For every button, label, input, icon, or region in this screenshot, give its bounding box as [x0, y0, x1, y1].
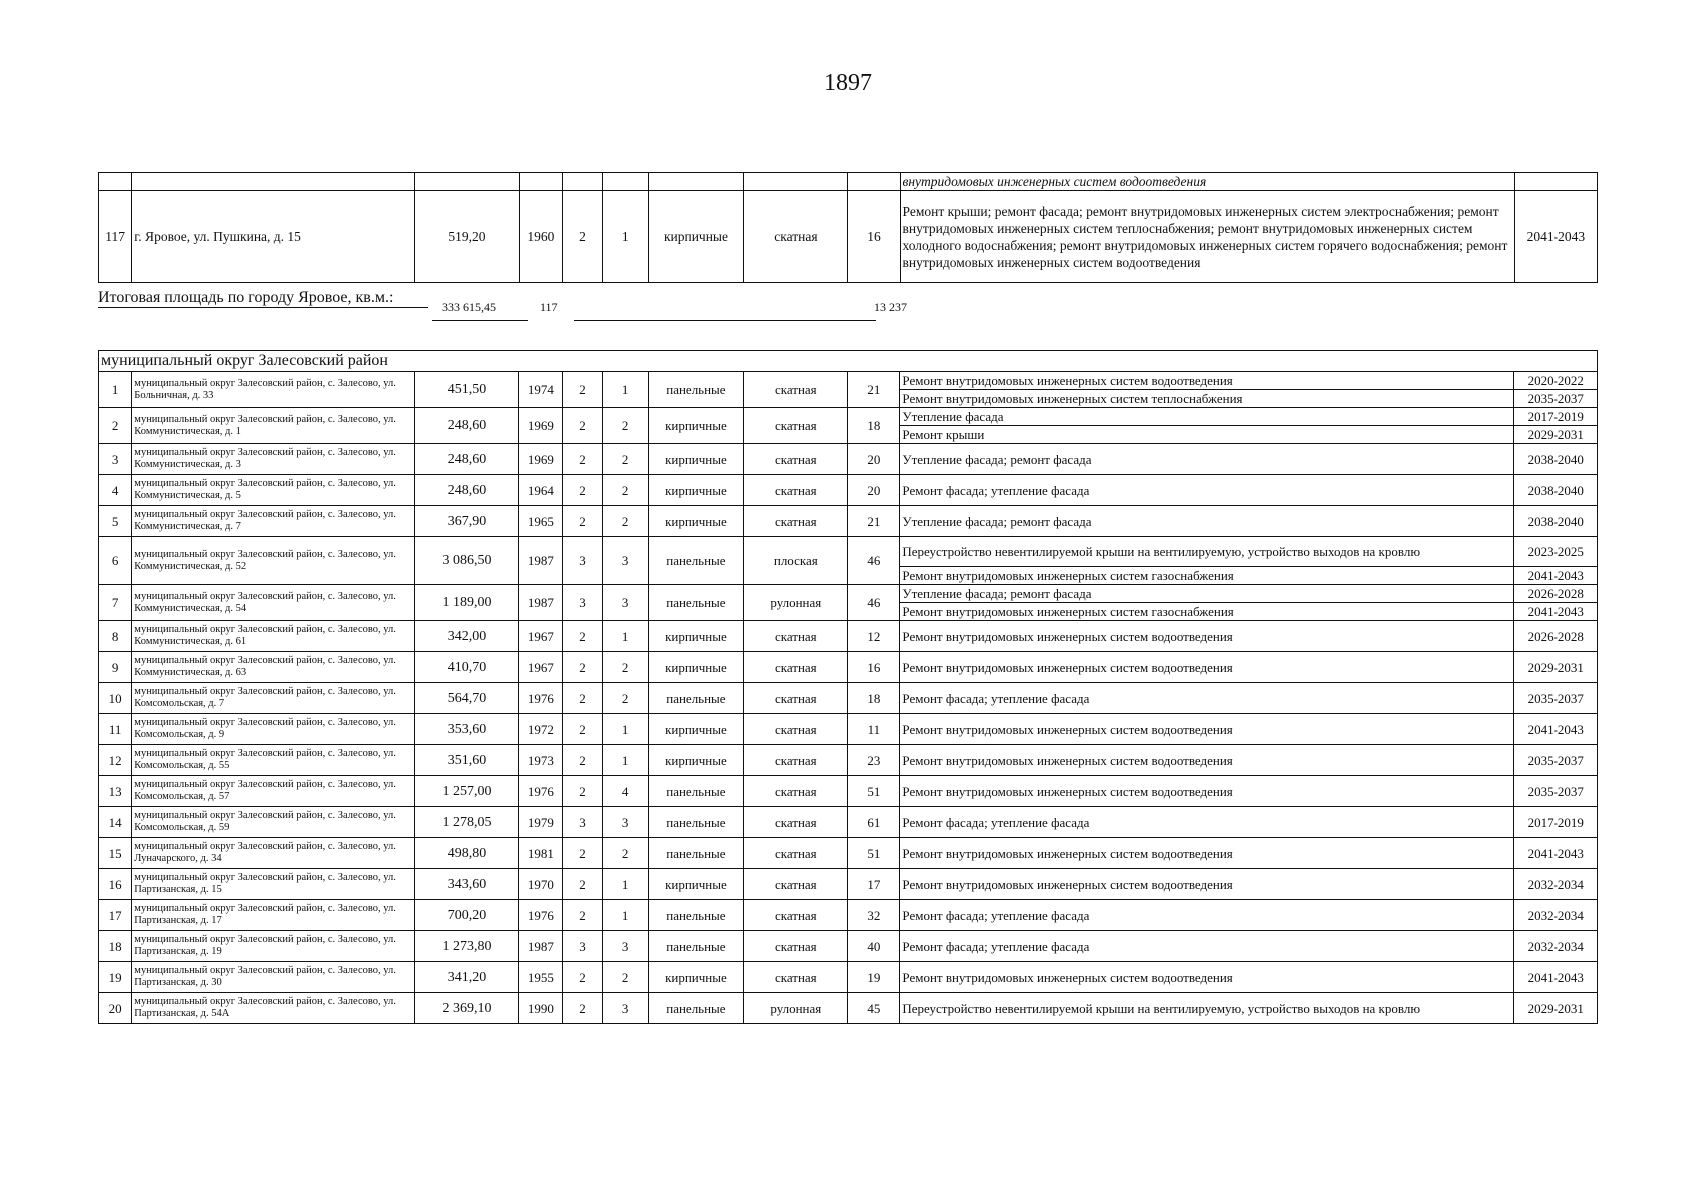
address: муниципальный округ Залесовский район, с. Залесово, ул. Комсомольская, д. 59 [132, 807, 415, 838]
residents: 18 [848, 408, 900, 444]
floors: 3 [563, 931, 603, 962]
period: 2041-2043 [1514, 714, 1598, 745]
table-row [99, 408, 1598, 426]
address: муниципальный округ Залесовский район, с. Залесово, ул. Партизанская, д. 17 [132, 900, 415, 931]
works: Ремонт внутридомовых инженерных систем водоотведения [900, 869, 1514, 900]
roof-type: скатная [744, 372, 848, 408]
works: Ремонт фасада; утепление фасада [900, 807, 1514, 838]
continued-works-text: внутридомовых инженерных систем водоотведения [900, 173, 1514, 191]
row-number: 15 [99, 838, 132, 869]
residents: 20 [848, 475, 900, 506]
works: Ремонт фасада; утепление фасада [900, 475, 1514, 506]
roof-type: скатная [744, 745, 848, 776]
roof-type: плоская [744, 537, 848, 585]
works: Ремонт фасада; утепление фасада [900, 683, 1514, 714]
residents: 61 [848, 807, 900, 838]
table-row [99, 869, 1598, 900]
roof-type: скатная [744, 931, 848, 962]
address: муниципальный округ Залесовский район, с. Залесово, ул. Луначарского, д. 34 [132, 838, 415, 869]
period: 2035-2037 [1514, 683, 1598, 714]
area: 342,00 [415, 621, 519, 652]
year: 1970 [519, 869, 563, 900]
table-row [99, 993, 1598, 1024]
area: 519,20 [415, 191, 519, 283]
wall-material: панельные [648, 585, 744, 621]
table-row [99, 745, 1598, 776]
row-number: 10 [99, 683, 132, 714]
wall-material: панельные [648, 537, 744, 585]
area: 1 189,00 [415, 585, 519, 621]
area: 700,20 [415, 900, 519, 931]
residents: 11 [848, 714, 900, 745]
residents: 21 [848, 372, 900, 408]
row-number: 4 [99, 475, 132, 506]
wall-material: кирпичные [648, 621, 744, 652]
floors: 2 [563, 444, 603, 475]
floors: 2 [563, 962, 603, 993]
table-row [99, 506, 1598, 537]
wall-material: панельные [648, 807, 744, 838]
entrances: 2 [602, 683, 648, 714]
floors: 2 [563, 408, 603, 444]
area: 564,70 [415, 683, 519, 714]
floors: 2 [563, 776, 603, 807]
floors: 2 [563, 745, 603, 776]
address: муниципальный округ Залесовский район, с. Залесово, ул. Коммунистическая, д. 61 [132, 621, 415, 652]
wall-material: кирпичные [648, 962, 744, 993]
roof-type: скатная [744, 900, 848, 931]
year: 1990 [519, 993, 563, 1024]
entrances: 2 [602, 962, 648, 993]
works: Ремонт внутридомовых инженерных систем водоотведения [900, 652, 1514, 683]
residents: 16 [848, 191, 900, 283]
period: 2029-2031 [1514, 652, 1598, 683]
row-number: 11 [99, 714, 132, 745]
table-row [99, 931, 1598, 962]
table-row [99, 191, 1598, 283]
floors: 3 [563, 585, 603, 621]
row-number: 1 [99, 372, 132, 408]
residents: 45 [848, 993, 900, 1024]
area: 248,60 [415, 475, 519, 506]
wall-material: панельные [648, 776, 744, 807]
floors: 2 [563, 191, 603, 283]
wall-material: панельные [648, 838, 744, 869]
wall-material: кирпичные [648, 652, 744, 683]
address: муниципальный округ Залесовский район, с. Залесово, ул. Коммунистическая, д. 3 [132, 444, 415, 475]
residents: 12 [848, 621, 900, 652]
residents: 17 [848, 869, 900, 900]
floors: 2 [563, 506, 603, 537]
works: Ремонт фасада; утепление фасада [900, 900, 1514, 931]
roof-type: скатная [744, 962, 848, 993]
floors: 2 [563, 838, 603, 869]
wall-material: кирпичные [648, 191, 744, 283]
works: Ремонт внутридомовых инженерных систем водоотведения [900, 372, 1514, 390]
table-row [99, 537, 1598, 567]
period: 2017-2019 [1514, 408, 1598, 426]
year: 1972 [519, 714, 563, 745]
entrances: 1 [602, 714, 648, 745]
row-number: 12 [99, 745, 132, 776]
row-number: 117 [99, 191, 132, 283]
total-label: Итоговая площадь по городу Яровое, кв.м.: [98, 288, 428, 308]
works: Ремонт внутридомовых инженерных систем водоотведения [900, 962, 1514, 993]
table-row [99, 621, 1598, 652]
period: 2026-2028 [1514, 621, 1598, 652]
row-number: 18 [99, 931, 132, 962]
row-number: 5 [99, 506, 132, 537]
works: Ремонт внутридомовых инженерных систем водоотведения [900, 621, 1514, 652]
year: 1960 [519, 191, 563, 283]
wall-material: кирпичные [648, 475, 744, 506]
address: муниципальный округ Залесовский район, с. Залесово, ул. Комсомольская, д. 7 [132, 683, 415, 714]
floors: 2 [563, 475, 603, 506]
address: муниципальный округ Залесовский район, с. Залесово, ул. Партизанская, д. 15 [132, 869, 415, 900]
row-number: 13 [99, 776, 132, 807]
period: 2041-2043 [1514, 838, 1598, 869]
area: 341,20 [415, 962, 519, 993]
address: муниципальный округ Залесовский район, с. Залесово, ул. Партизанская, д. 54А [132, 993, 415, 1024]
works: Ремонт внутридомовых инженерных систем теплоснабжения [900, 390, 1514, 408]
period: 2041-2043 [1514, 567, 1598, 585]
row-number: 9 [99, 652, 132, 683]
total-area: 333 615,45 [442, 300, 496, 314]
table-row [99, 838, 1598, 869]
residents: 23 [848, 745, 900, 776]
table-row [99, 372, 1598, 390]
total-residents: 13 237 [874, 300, 907, 314]
entrances: 2 [602, 506, 648, 537]
entrances: 1 [602, 745, 648, 776]
residents: 21 [848, 506, 900, 537]
table-row [99, 475, 1598, 506]
row-number: 20 [99, 993, 132, 1024]
entrances: 1 [602, 900, 648, 931]
table-row [99, 585, 1598, 603]
floors: 3 [563, 807, 603, 838]
area: 1 273,80 [415, 931, 519, 962]
floors: 2 [563, 900, 603, 931]
area: 2 369,10 [415, 993, 519, 1024]
table-row [99, 714, 1598, 745]
entrances: 2 [602, 838, 648, 869]
works: Ремонт внутридомовых инженерных систем газоснабжения [900, 603, 1514, 621]
year: 1974 [519, 372, 563, 408]
roof-type: рулонная [744, 993, 848, 1024]
year: 1987 [519, 537, 563, 585]
entrances: 2 [602, 652, 648, 683]
entrances: 2 [602, 475, 648, 506]
entrances: 3 [602, 807, 648, 838]
entrances: 2 [602, 444, 648, 475]
wall-material: панельные [648, 900, 744, 931]
period: 2017-2019 [1514, 807, 1598, 838]
roof-type: скатная [744, 191, 848, 283]
floors: 2 [563, 372, 603, 408]
wall-material: панельные [648, 993, 744, 1024]
address: муниципальный округ Залесовский район, с. Залесово, ул. Коммунистическая, д. 52 [132, 537, 415, 585]
residents: 51 [848, 838, 900, 869]
period: 2035-2037 [1514, 745, 1598, 776]
works: Утепление фасада; ремонт фасада [900, 585, 1514, 603]
floors: 2 [563, 683, 603, 714]
year: 1987 [519, 585, 563, 621]
year: 1969 [519, 408, 563, 444]
roof-type: скатная [744, 683, 848, 714]
page-number: 1897 [824, 70, 872, 96]
roof-type: скатная [744, 714, 848, 745]
wall-material: панельные [648, 683, 744, 714]
residents: 46 [848, 537, 900, 585]
period: 2038-2040 [1514, 475, 1598, 506]
year: 1967 [519, 621, 563, 652]
area: 343,60 [415, 869, 519, 900]
period: 2032-2034 [1514, 869, 1598, 900]
roof-type: скатная [744, 776, 848, 807]
year: 1987 [519, 931, 563, 962]
residents: 18 [848, 683, 900, 714]
works: Утепление фасада [900, 408, 1514, 426]
residents: 16 [848, 652, 900, 683]
period: 2020-2022 [1514, 372, 1598, 390]
entrances: 3 [602, 931, 648, 962]
table-row [99, 962, 1598, 993]
roof-type: скатная [744, 506, 848, 537]
period: 2032-2034 [1514, 931, 1598, 962]
residents: 19 [848, 962, 900, 993]
roof-type: скатная [744, 869, 848, 900]
floors: 2 [563, 621, 603, 652]
entrances: 1 [602, 372, 648, 408]
address: муниципальный округ Залесовский район, с. Залесово, ул. Партизанская, д. 19 [132, 931, 415, 962]
residents: 46 [848, 585, 900, 621]
year: 1976 [519, 900, 563, 931]
year: 1979 [519, 807, 563, 838]
area: 410,70 [415, 652, 519, 683]
wall-material: кирпичные [648, 714, 744, 745]
year: 1976 [519, 776, 563, 807]
entrances: 3 [602, 585, 648, 621]
works: Ремонт крыши [900, 426, 1514, 444]
row-number: 8 [99, 621, 132, 652]
works: Ремонт фасада; утепление фасада [900, 931, 1514, 962]
period: 2023-2025 [1514, 537, 1598, 567]
roof-type: скатная [744, 838, 848, 869]
period: 2029-2031 [1514, 993, 1598, 1024]
works: Ремонт внутридомовых инженерных систем водоотведения [900, 776, 1514, 807]
area: 351,60 [415, 745, 519, 776]
residents: 40 [848, 931, 900, 962]
address: муниципальный округ Залесовский район, с. Залесово, ул. Коммунистическая, д. 5 [132, 475, 415, 506]
entrances: 3 [602, 537, 648, 585]
entrances: 2 [602, 408, 648, 444]
year: 1955 [519, 962, 563, 993]
area: 248,60 [415, 444, 519, 475]
year: 1965 [519, 506, 563, 537]
roof-type: скатная [744, 408, 848, 444]
floors: 3 [563, 537, 603, 585]
period: 2029-2031 [1514, 426, 1598, 444]
period: 2035-2037 [1514, 776, 1598, 807]
roof-type: скатная [744, 444, 848, 475]
period: 2041-2043 [1514, 603, 1598, 621]
works: Ремонт внутридомовых инженерных систем водоотведения [900, 838, 1514, 869]
area: 367,90 [415, 506, 519, 537]
table-row [99, 683, 1598, 714]
city-total [98, 288, 1598, 328]
period: 2041-2043 [1514, 962, 1598, 993]
address: муниципальный округ Залесовский район, с. Залесово, ул. Коммунистическая, д. 63 [132, 652, 415, 683]
table-row [99, 776, 1598, 807]
table-row [99, 900, 1598, 931]
works: Утепление фасада; ремонт фасада [900, 506, 1514, 537]
wall-material: кирпичные [648, 506, 744, 537]
works: Ремонт внутридомовых инженерных систем водоотведения [900, 714, 1514, 745]
year: 1976 [519, 683, 563, 714]
address: муниципальный округ Залесовский район, с. Залесово, ул. Комсомольская, д. 57 [132, 776, 415, 807]
works: Переустройство невентилируемой крыши на вентилируемую, устройство выходов на кровлю [900, 537, 1514, 567]
address: муниципальный округ Залесовский район, с. Залесово, ул. Комсомольская, д. 55 [132, 745, 415, 776]
area: 1 257,00 [415, 776, 519, 807]
total-count: 117 [540, 300, 558, 314]
area: 1 278,05 [415, 807, 519, 838]
address: муниципальный округ Залесовский район, с. Залесово, ул. Больничная, д. 33 [132, 372, 415, 408]
row-number: 2 [99, 408, 132, 444]
year: 1969 [519, 444, 563, 475]
works: Ремонт внутридомовых инженерных систем водоотведения [900, 745, 1514, 776]
works: Утепление фасада; ремонт фасада [900, 444, 1514, 475]
row-number: 3 [99, 444, 132, 475]
wall-material: панельные [648, 931, 744, 962]
address: муниципальный округ Залесовский район, с. Залесово, ул. Коммунистическая, д. 1 [132, 408, 415, 444]
top-table [98, 172, 1598, 283]
year: 1967 [519, 652, 563, 683]
roof-type: рулонная [744, 585, 848, 621]
entrances: 4 [602, 776, 648, 807]
address: муниципальный округ Залесовский район, с. Залесово, ул. Коммунистическая, д. 7 [132, 506, 415, 537]
area: 498,80 [415, 838, 519, 869]
period: 2026-2028 [1514, 585, 1598, 603]
roof-type: скатная [744, 807, 848, 838]
row-number: 6 [99, 537, 132, 585]
period: 2032-2034 [1514, 900, 1598, 931]
wall-material: кирпичные [648, 408, 744, 444]
residents: 32 [848, 900, 900, 931]
roof-type: скатная [744, 621, 848, 652]
entrances: 1 [602, 869, 648, 900]
row-number: 17 [99, 900, 132, 931]
works: Ремонт внутридомовых инженерных систем газоснабжения [900, 567, 1514, 585]
address: муниципальный округ Залесовский район, с. Залесово, ул. Партизанская, д. 30 [132, 962, 415, 993]
wall-material: кирпичные [648, 869, 744, 900]
address: муниципальный округ Залесовский район, с. Залесово, ул. Коммунистическая, д. 54 [132, 585, 415, 621]
address: муниципальный округ Залесовский район, с. Залесово, ул. Комсомольская, д. 9 [132, 714, 415, 745]
row-number: 7 [99, 585, 132, 621]
floors: 2 [563, 714, 603, 745]
works: Переустройство невентилируемой крыши на вентилируемую, устройство выходов на кровлю [900, 993, 1514, 1024]
roof-type: скатная [744, 475, 848, 506]
wall-material: панельные [648, 372, 744, 408]
table-row [99, 444, 1598, 475]
period: 2041-2043 [1514, 191, 1597, 283]
address: г. Яровое, ул. Пушкина, д. 15 [132, 191, 415, 283]
roof-type: скатная [744, 652, 848, 683]
period: 2038-2040 [1514, 506, 1598, 537]
year: 1981 [519, 838, 563, 869]
district-table [98, 350, 1598, 1024]
area: 3 086,50 [415, 537, 519, 585]
entrances: 3 [602, 993, 648, 1024]
row-number: 14 [99, 807, 132, 838]
row-number: 19 [99, 962, 132, 993]
year: 1973 [519, 745, 563, 776]
area: 248,60 [415, 408, 519, 444]
year: 1964 [519, 475, 563, 506]
works: Ремонт крыши; ремонт фасада; ремонт внутридомовых инженерных систем электроснабжения; ремонт внутридомовых инженерных систем теплоснабжения; ремонт внутридомовых инженерных систем холодного водоснабжения; ремонт внутридомовых инженерных систем горячего водоснабжения; ремонт внутридомовых инженерных систем водоотведения [900, 191, 1514, 283]
wall-material: кирпичные [648, 745, 744, 776]
wall-material: кирпичные [648, 444, 744, 475]
floors: 2 [563, 652, 603, 683]
residents: 20 [848, 444, 900, 475]
residents: 51 [848, 776, 900, 807]
area: 451,50 [415, 372, 519, 408]
table-row [99, 652, 1598, 683]
area: 353,60 [415, 714, 519, 745]
floors: 2 [563, 869, 603, 900]
table-row [99, 807, 1598, 838]
floors: 2 [563, 993, 603, 1024]
district-title: муниципальный округ Залесовский район [99, 351, 1598, 372]
period: 2038-2040 [1514, 444, 1598, 475]
row-number: 16 [99, 869, 132, 900]
period: 2035-2037 [1514, 390, 1598, 408]
entrances: 1 [602, 191, 648, 283]
entrances: 1 [602, 621, 648, 652]
